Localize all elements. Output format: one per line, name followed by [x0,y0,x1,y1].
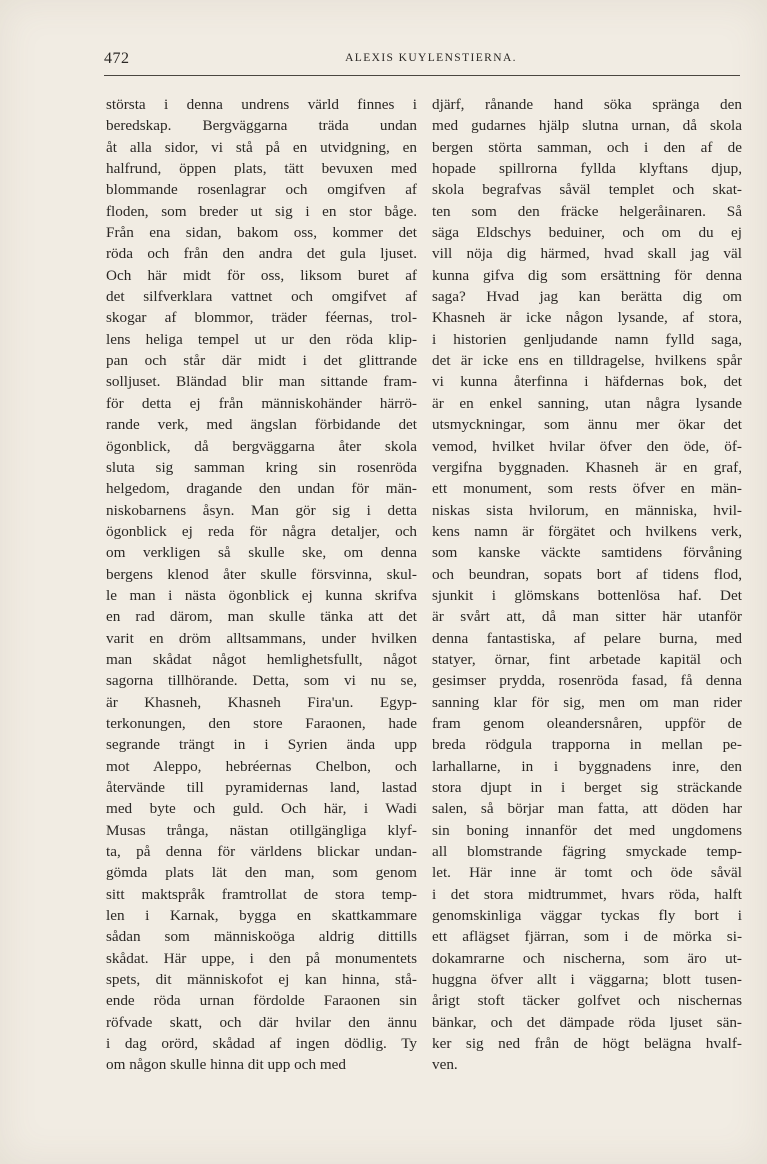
text-line: le man i nästa ögonblick ej kunna skrifva [106,586,417,604]
text-line: som kanske väckte samtidens förvåning [432,544,742,562]
text-line: är Khasneh, Khasneh Fira'un. Egyp- [106,693,417,711]
text-line: vemod, hvilket hvilar öfver den öde, öf- [432,437,742,455]
text-line: säga Eldschys beduiner, och om du ej [432,224,742,242]
text-line: för detta ej från människohänder härrö- [106,394,417,412]
text-line: mot Aleppo, hebréernas Chelbon, och [106,757,417,775]
text-line: fram genom oleandersnåren, uppför de [432,714,742,732]
text-line: pan och står där midt i det glittrande [106,352,417,370]
text-line: vill nöja dig härmed, hvad skall jag väl [432,245,742,263]
text-line: är en enkel sanning, utan några lysande [432,394,742,412]
text-line: ten som den fräcke helgeråinaren. Så [432,202,742,220]
text-line: blommande rosenlagrar och omgifven af [106,181,417,199]
text-line: breda rödgula trapporna in mellan pe- [432,736,742,754]
text-line: genomskinliga väggar tyckas fly bort i [432,907,742,925]
text-line: kunna gifva dig som ersättning för denna [432,266,742,284]
text-line: helgedom, dragande den undan för män- [106,480,417,498]
text-line: ende röda urnan fördolde Faraonen sin [106,992,417,1010]
text-line: skådat. Här uppe, i den på monumentets [106,949,417,967]
text-line: sitt maktspråk framtrollat de stora temp- [106,885,417,903]
text-line: skogar af blommor, träder féernas, trol- [106,309,417,327]
text-line: len i Karnak, bygga en skattkammare [106,907,417,925]
text-line: stora djupt in i berget sig sträckande [432,779,742,796]
text-line: let. Här inne är tomt och öde såväl [432,864,742,882]
text-line: en rad därom, man skulle tänka att det [106,608,417,626]
header-rule [104,75,740,76]
text-line: floden, som breder ut sig i en stor båge. [106,202,417,220]
text-line: ta, på denna för världens blickar undan- [106,843,417,861]
text-line: i historien genljudande namn fylld saga, [432,330,742,348]
text-line: Musas trånga, nästan otillgängliga klyf- [106,821,417,839]
text-line: salen, så börjar man fatta, att döden har [432,800,742,818]
text-line: är svårt att, då man sitter här utanför [432,608,742,626]
text-line: all blomstrande fägring smyckade temp- [432,843,742,861]
text-line: solljuset. Bländad blir man sittande fram- [106,373,417,391]
text-line: gömda plats lät den man, som genom [106,864,417,882]
running-head: ALEXIS KUYLENSTIERNA. [345,52,517,64]
text-line: lens heliga tempel ut ur den röda klip- [106,330,417,348]
text-line: ögonblick, då bergväggarna åter skola [106,437,417,455]
text-line: gesimser prydda, rosenröda fasad, få denna [432,672,742,690]
text-line: kens namn är förgätet och hvilkens verk, [432,522,742,540]
text-line: beredskap. Bergväggarna träda undan [106,117,417,135]
text-line: det är icke ens en tilldragelse, hvilkens spår [432,352,742,370]
text-line: ven. [432,1056,458,1074]
text-line: man skådat något hemlighetsfullt, något [106,650,417,668]
text-line: terkonungen, den store Faraonen, hade [106,714,417,732]
text-line: niskobarnens åsyn. Man gör sig i detta [106,501,417,519]
text-line: Och här midt för oss, liksom buret af [106,266,417,284]
text-line: i dag orörd, skådad af ingen dödlig. Ty [106,1035,417,1053]
text-line: rande verk, med ängslan förbidande det [106,416,417,434]
text-line: bänkar, och det dämpade röda ljuset sän- [432,1013,742,1031]
text-line: utsmyckningar, som ännu mer ökar det [432,416,742,434]
text-line: skola begrafvas såväl templet och skat- [432,181,742,199]
text-line: vergifna byggnaden. Khasneh är en graf, [432,458,742,476]
text-line: huggna öfver allt i väggarna; blott tusen- [432,971,742,989]
page-header [104,50,740,72]
text-line: dokamrarne och nischerna, som äro ut- [432,949,742,967]
text-line: niskas sista hvilorum, en människa, hvil- [432,501,742,519]
text-line: segrande trängt in i Syrien ända upp [106,736,417,754]
text-line: bergen störta samman, och i den af de [432,138,742,156]
text-line: om någon skulle hinna dit upp och med [106,1056,347,1074]
text-line: sanning klar för sig, men om man rider [432,693,742,711]
text-line: larhallarne, in i byggnadens inre, den [432,757,742,775]
text-line: sagorna tillhörande. Detta, som vi nu se, [106,672,417,690]
text-line: ett monument, som rests öfver en män- [432,480,742,498]
text-line: sluta sig samman kring sin rosenröda [106,458,417,476]
text-line: halfrund, öppen plats, tätt bevuxen med [106,160,417,178]
text-line: bergens klenod åter skulle försvinna, skul- [106,565,417,583]
text-line: Från ena sidan, bakom oss, kommer det [106,224,417,242]
text-line: sjunkit i glömskans bottenlösa haf. Det [432,586,742,604]
text-line: sådan som människoöga aldrig dittills [106,928,417,946]
text-line: med gudarnes hjälp slutna urnan, då skola [432,117,742,135]
text-line: röfvade skatt, och där hvilar den ännu [106,1013,417,1031]
text-line: saga? Hvad jag kan berätta dig om [432,288,742,306]
text-line: statyer, örnar, fint arbetade kapitäl och [432,650,742,668]
text-line: med byte och guld. Och här, i Wadi [106,800,417,818]
right-text-column [432,94,742,1076]
text-line: och beundran, sopats bort af tidens flod, [432,565,742,583]
left-text-column [106,94,417,1076]
text-line: spets, dit människofot ej kan hinna, stå- [106,971,417,989]
text-line: ögonblick ej reda för några detaljer, och [106,522,417,540]
text-line: röda och från den andra det gula ljuset. [106,245,417,263]
text-line: sin boning innanför det med ungdomens [432,821,742,839]
text-line: största i denna undrens värld finnes i [106,96,417,113]
text-line: ker sig ned från de högt belägna hvalf- [432,1035,742,1053]
text-line: hopade spillrorna fyllda klyftans djup, [432,160,742,178]
text-line: åt alla sidor, vi stå på en utvidgning, en [106,138,417,156]
text-line: djärf, rånande hand söka spränga den [432,96,742,113]
text-line: Khasneh är icke någon lysande, af stora, [432,309,742,327]
text-line: om verkligen så skulle ske, om denna [106,544,417,562]
text-line: denna fantastiska, af pelare burna, med [432,629,742,647]
page-number: 472 [104,50,130,67]
text-line: varit en dröm alltsammans, under hvilken [106,629,417,647]
text-line: vi kunna återfinna i häfdernas bok, det [432,373,742,391]
text-line: i det stora midtrummet, hvars röda, halft [432,885,742,903]
text-line: årigt stoft täcker golfvet och nischernas [432,992,742,1010]
text-line: det silfverklara vattnet och omgifvet af [106,288,417,306]
text-line: ett aflägset fjärran, som i de mörka si- [432,928,742,946]
text-line: återvände till pyramidernas land, lastad [106,779,417,796]
